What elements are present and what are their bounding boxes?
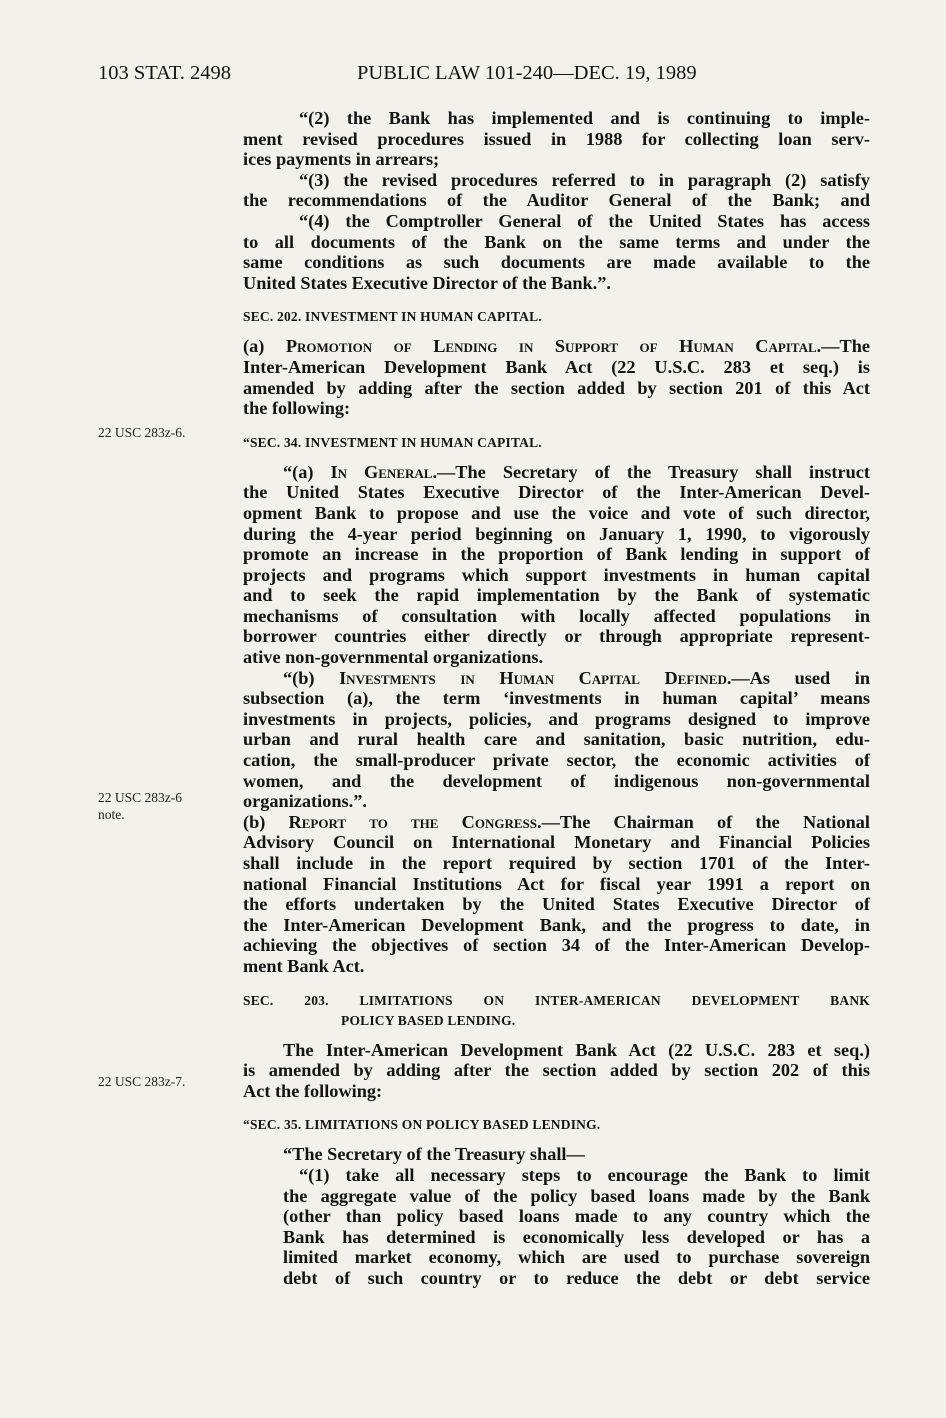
section-34-subsection-a xyxy=(243,462,870,668)
text-line xyxy=(243,462,870,483)
text-line: ative non-governmental organizations. xyxy=(243,647,544,668)
text-line: opment Bank to propose and use the voice and vote of such director, xyxy=(243,502,870,523)
text-line: “(2) the Bank has implemented and is continuing to imple- xyxy=(299,108,870,128)
section-heading-203-cont: POLICY BASED LENDING. xyxy=(341,1012,516,1028)
text-line: and to seek the rapid implementation by the Bank of systematic xyxy=(243,585,870,606)
text-line: shall include in the report required by section 1701 of the Inter- xyxy=(243,853,870,873)
text-line: investments in projects, policies, and programs designed to improve xyxy=(243,708,870,729)
text-line: the following: xyxy=(243,398,351,419)
text-line: Advisory Council on International Monetary and Financial Policies xyxy=(243,832,870,853)
document-body xyxy=(243,108,870,1289)
text-line: same conditions as such documents are made available to the xyxy=(243,252,870,273)
text-line: promote an increase in the proportion of Bank lending in support of xyxy=(243,544,870,565)
text-line: during the 4-year period beginning on January 1, 1990, to vigorously xyxy=(243,523,870,544)
text-line: borrower countries either directly or through appropriate represent- xyxy=(243,626,870,647)
text-fragment: —The xyxy=(821,336,870,357)
text-line: the efforts undertaken by the United States Executive Director of xyxy=(243,894,870,915)
text-line: urban and rural health care and sanitation, basic nutrition, edu- xyxy=(243,729,870,750)
statute-citation: 103 STAT. 2498 xyxy=(98,62,231,84)
text-line: to all documents of the Bank on the same terms and under the xyxy=(243,231,870,252)
text-line: is amended by adding after the section added by section 202 of this xyxy=(243,1060,870,1081)
section-35-text xyxy=(243,1144,870,1288)
text-line: ices payments in arrears; xyxy=(243,149,440,170)
page-header xyxy=(0,62,946,92)
text-line: limited market economy, which are used to purchase sovereign xyxy=(283,1247,870,1268)
text-line: (other than policy based loans made to any country which the xyxy=(283,1206,870,1227)
text-line xyxy=(243,336,870,357)
text-line: women, and the development of indigenous non-governmental xyxy=(243,770,870,791)
text-line: “(1) take all necessary steps to encourage the Bank to limit xyxy=(299,1164,870,1185)
text-line: amended by adding after the section added by section 201 of this Act xyxy=(243,377,870,398)
text-line: projects and programs which support investments in human capital xyxy=(243,564,870,585)
text-line: the Inter-American Development Bank, and the progress to date, in xyxy=(243,914,870,935)
margin-note-usc-283z-7: 22 USC 283z-7. xyxy=(98,1074,186,1089)
text-line: Inter-American Development Bank Act (22 U.S.C. 283 et seq.) is xyxy=(243,356,870,377)
text-line: mechanisms of consultation with locally affected populations in xyxy=(243,605,870,626)
text-line: United States Executive Director of the Bank.”. xyxy=(243,272,611,293)
section-34-subsection-b xyxy=(243,668,870,812)
section-202-subsection-b xyxy=(243,812,870,977)
margin-note-usc-283z-6-note xyxy=(98,789,182,823)
text-line: The Inter-American Development Bank Act (22 U.S.C. 283 et seq.) xyxy=(283,1039,870,1060)
subsection-label: (b) xyxy=(243,811,289,832)
section-heading-203: SEC. 203. LIMITATIONS ON INTER-AMERICAN DEVELOPMENT BANK xyxy=(243,992,870,1008)
subsection-label: “(a) xyxy=(283,461,331,482)
text-fragment: —As used in xyxy=(731,667,870,688)
margin-note-suffix: note. xyxy=(98,807,125,822)
margin-note-usc-283z-6: 22 USC 283z-6. xyxy=(98,425,186,440)
subsection-label: (a) xyxy=(243,336,286,357)
text-line: achieving the objectives of section 34 of the Inter-American Develop- xyxy=(243,935,870,956)
text-line: cation, the small-producer private sector, the economic activities of xyxy=(243,750,870,771)
subsection-caption: Report to the Congress. xyxy=(288,811,542,832)
text-line: “(4) the Comptroller General of the United States has access xyxy=(299,210,870,231)
text-line: organizations.”. xyxy=(243,791,367,812)
margin-note-citation: 22 USC 283z-6 xyxy=(98,790,182,805)
text-fragment: —The Chairman of the National xyxy=(541,811,870,832)
section-203-text xyxy=(243,1040,870,1102)
subsection-label: “(b) xyxy=(283,667,340,688)
text-line: Bank has determined is economically less developed or has a xyxy=(283,1226,870,1247)
subsection-caption: In General. xyxy=(330,461,438,482)
text-line: “The Secretary of the Treasury shall— xyxy=(283,1144,585,1165)
text-line: the recommendations of the Auditor General of the Bank; and xyxy=(243,190,870,211)
subsection-caption: Investments in Human Capital Defined. xyxy=(339,667,732,688)
text-fragment: —The Secretary of the Treasury shall instruct xyxy=(437,461,870,482)
text-line: debt of such country or to reduce the debt or debt service xyxy=(283,1267,870,1288)
section-heading-35: “SEC. 35. LIMITATIONS ON POLICY BASED LENDING. xyxy=(243,1117,601,1133)
text-line: ment Bank Act. xyxy=(243,955,365,976)
text-line: ment revised procedures issued in 1988 for collecting loan serv- xyxy=(243,128,870,149)
text-line xyxy=(243,812,870,833)
text-line: “(3) the revised procedures referred to in paragraph (2) satisfy xyxy=(299,169,870,190)
text-line: the United States Executive Director of the Inter-American Devel- xyxy=(243,482,870,503)
section-heading-202: SEC. 202. INVESTMENT IN HUMAN CAPITAL. xyxy=(243,309,542,325)
text-line xyxy=(243,668,870,689)
text-line: national Financial Institutions Act for fiscal year 1991 a report on xyxy=(243,873,870,894)
subsection-caption: Promotion of Lending in Support of Human Capital. xyxy=(285,336,822,357)
law-title-date: PUBLIC LAW 101-240—DEC. 19, 1989 xyxy=(357,62,697,84)
text-line: the aggregate value of the policy based loans made by the Bank xyxy=(283,1185,870,1206)
text-line: Act the following: xyxy=(243,1080,383,1101)
text-line: subsection (a), the term ‘investments in human capital’ means xyxy=(243,688,870,709)
section-heading-34: “SEC. 34. INVESTMENT IN HUMAN CAPITAL. xyxy=(243,434,542,450)
paragraph-list-2-4 xyxy=(243,108,870,293)
section-202-subsection-a xyxy=(243,336,870,418)
